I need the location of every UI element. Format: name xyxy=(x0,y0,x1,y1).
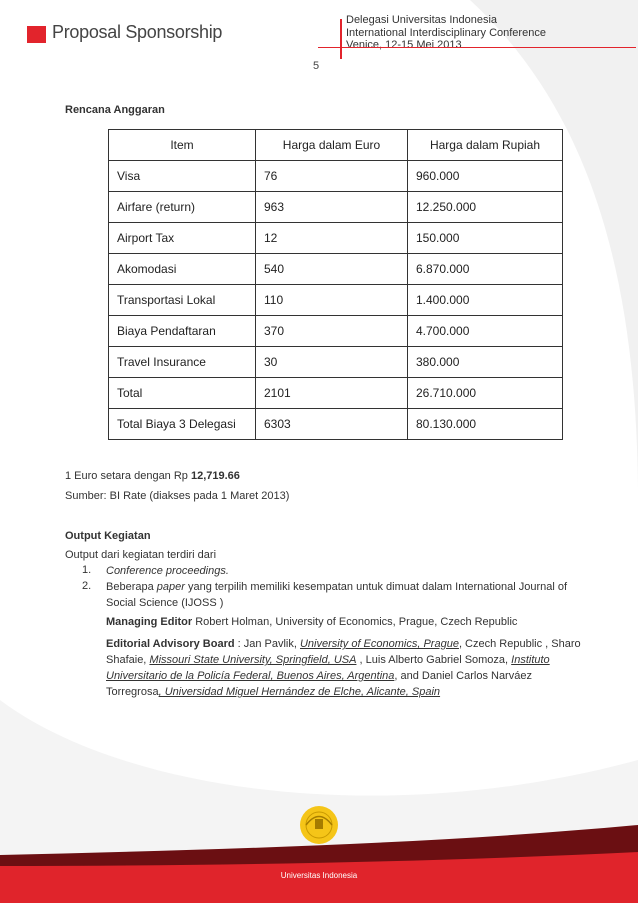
board-text: : Jan Pavlik, xyxy=(234,638,300,650)
list-number: 2. xyxy=(82,580,92,592)
rupiah-cell: 12.250.000 xyxy=(408,192,563,223)
table-row xyxy=(109,254,563,285)
board-text: Shafaie, xyxy=(106,654,150,666)
exchange-rate-label: 1 Euro setara dengan Rp xyxy=(65,470,191,482)
column-header: Item xyxy=(109,130,256,161)
table-row xyxy=(109,409,563,440)
item-cell: Airfare (return) xyxy=(109,192,256,223)
list-text-emphasis: paper xyxy=(156,581,185,593)
item-cell: Total Biaya 3 Delegasi xyxy=(109,409,256,440)
list-text: Conference proceedings. xyxy=(106,565,229,577)
list-number: 1. xyxy=(82,564,92,576)
rupiah-cell: 960.000 xyxy=(408,161,563,192)
page-number: 5 xyxy=(313,60,320,72)
board-text: , and Daniel Carlos Narváez xyxy=(394,670,532,682)
board-text: Torregrosa xyxy=(106,686,159,698)
board-link-missouri[interactable]: Missouri State University, Springfield, USA xyxy=(149,654,357,666)
table-header-row xyxy=(109,130,563,161)
editorial-board-line xyxy=(106,652,616,668)
board-link-prague[interactable]: University of Economics, Prague xyxy=(299,638,459,650)
table-row xyxy=(109,347,563,378)
board-link-instituto[interactable]: Instituto xyxy=(511,654,550,666)
rupiah-cell: 6.870.000 xyxy=(408,254,563,285)
footer-text: Universitas Indonesia xyxy=(280,871,358,880)
header-info-line: Venice, 12-15 Mei 2013 xyxy=(346,39,462,51)
board-text: , Czech Republic , Sharo xyxy=(458,638,581,650)
board-link-elche[interactable]: , Universidad Miguel Hernández de Elche, Alicante, Spain xyxy=(158,686,441,698)
table-row xyxy=(109,223,563,254)
rupiah-cell: 80.130.000 xyxy=(408,409,563,440)
list-text-continued: Social Science (IJOSS ) xyxy=(106,597,224,609)
managing-editor-label: Managing Editor xyxy=(106,616,193,628)
euro-cell: 540 xyxy=(256,254,408,285)
editorial-board-line xyxy=(106,636,616,652)
budget-heading: Rencana Anggaran xyxy=(65,104,165,116)
table-row xyxy=(109,285,563,316)
table-row xyxy=(109,192,563,223)
euro-cell: 6303 xyxy=(256,409,408,440)
editorial-board-line xyxy=(106,684,616,700)
table-row xyxy=(109,378,563,409)
rupiah-cell: 380.000 xyxy=(408,347,563,378)
item-cell: Airport Tax xyxy=(109,223,256,254)
rupiah-cell: 1.400.000 xyxy=(408,285,563,316)
euro-cell: 12 xyxy=(256,223,408,254)
item-cell: Transportasi Lokal xyxy=(109,285,256,316)
exchange-rate-value: 12,719.66 xyxy=(190,470,240,482)
output-intro: Output dari kegiatan terdiri dari xyxy=(65,549,217,561)
euro-cell: 76 xyxy=(256,161,408,192)
list-text xyxy=(106,580,567,595)
managing-editor-text: Robert Holman, University of Economics, Prague, Czech Republic xyxy=(192,616,518,628)
item-cell: Biaya Pendaftaran xyxy=(109,316,256,347)
rupiah-cell: 4.700.000 xyxy=(408,316,563,347)
rupiah-cell: 150.000 xyxy=(408,223,563,254)
header-title: Proposal Sponsorship xyxy=(52,22,223,42)
column-header: Harga dalam Euro xyxy=(256,130,408,161)
rupiah-cell: 26.710.000 xyxy=(408,378,563,409)
column-header: Harga dalam Rupiah xyxy=(408,130,563,161)
header-info xyxy=(346,14,546,52)
euro-cell: 963 xyxy=(256,192,408,223)
item-cell: Travel Insurance xyxy=(109,347,256,378)
managing-editor xyxy=(106,614,616,630)
budget-table xyxy=(108,129,563,440)
table-row xyxy=(109,316,563,347)
header-info-line: International Interdisciplinary Conference xyxy=(346,26,546,39)
rate-source: Sumber: BI Rate (diakses pada 1 Maret 2013) xyxy=(65,490,290,502)
list-text-part: Beberapa xyxy=(106,581,157,593)
euro-cell: 370 xyxy=(256,316,408,347)
header-rule xyxy=(318,47,636,60)
board-text: , Luis Alberto Gabriel Somoza, xyxy=(356,654,512,666)
editorial-board-line xyxy=(106,668,616,684)
output-heading: Output Kegiatan xyxy=(65,530,151,542)
header-info-line: Delegasi Universitas Indonesia xyxy=(346,14,498,26)
header-accent-square xyxy=(27,26,46,43)
euro-cell: 110 xyxy=(256,285,408,316)
editorial-board xyxy=(106,636,616,700)
item-cell: Visa xyxy=(109,161,256,192)
euro-cell: 30 xyxy=(256,347,408,378)
item-cell: Akomodasi xyxy=(109,254,256,285)
exchange-rate xyxy=(65,470,240,482)
item-cell: Total xyxy=(109,378,256,409)
list-text-part: yang terpilih memiliki kesempatan untuk dimuat dalam International Journal of xyxy=(184,581,568,593)
euro-cell: 2101 xyxy=(256,378,408,409)
editorial-board-label: Editorial Advisory Board xyxy=(106,638,235,650)
university-logo xyxy=(300,806,338,844)
board-link-buenos-aires[interactable]: Universitario de la Policía Federal, Buenos Aires, Argentina xyxy=(106,670,395,682)
table-row xyxy=(109,161,563,192)
